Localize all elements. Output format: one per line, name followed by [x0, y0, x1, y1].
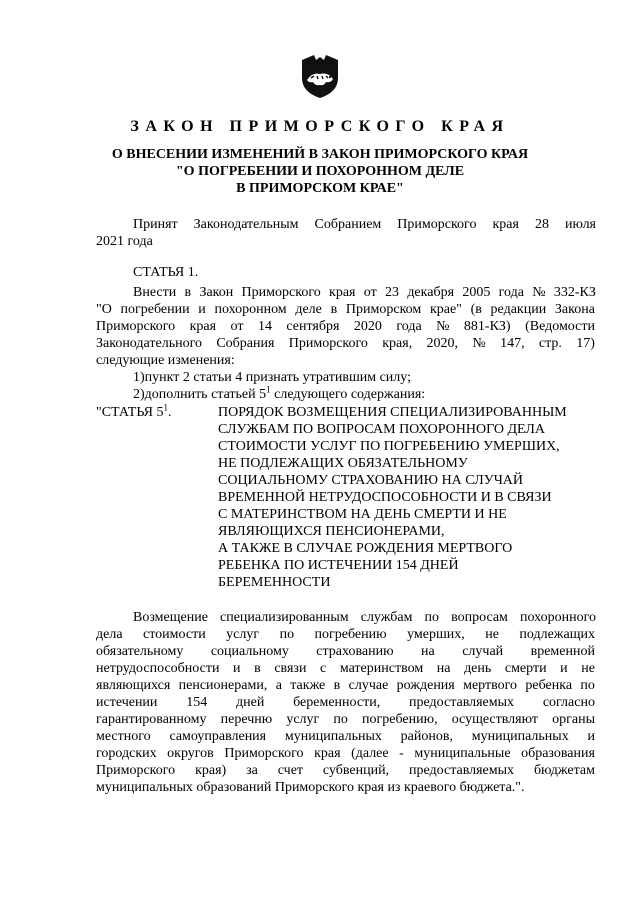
- article-body-first-line: Возмещение специализированным службам по вопросам похоронного: [133, 610, 596, 625]
- law-subtitle: [0, 146, 640, 197]
- adoption-line: Принят Законодательным Собранием Приморского края 28 июля: [133, 217, 596, 232]
- adoption-statement: [133, 216, 596, 233]
- law-title: ЗАКОН ПРИМОРСКОГО КРАЯ: [130, 118, 510, 135]
- subtitle-line: "О ПОГРЕБЕНИИ И ПОХОРОННОМ ДЕЛЕ: [175, 164, 465, 179]
- new-article-label: "СТАТЬЯ $5^1$.: [96, 402, 172, 420]
- primorsky-coat-of-arms-icon: [298, 52, 342, 100]
- article-paragraph-first-line: Внести в Закон Приморского края от 23 декабря 2005 года № 332-КЗ: [133, 285, 596, 300]
- article-body: дела стоимости услуг по погребению умерших, не подлежащих обязательному социальному страхованию на случай временной нетрудоспособности и в связи с материнством на день смерти и не являющихся пенсионерами, а также в случае рождения мертвого ребенка по истечении 154 дней беременности, предоставляемых согласно гарантированному перечню услуг по погребению, осуществляют органы местного самоуправления муниципальных районов, муниципальных и городских округов Приморского края (далее - муниципальные образования Приморского края) за счет субвенций, предоставляемых бюджетам муниципальных образований Приморского края из краевого бюджета.".: [96, 627, 595, 795]
- article-heading: СТАТЬЯ 1.: [133, 265, 199, 280]
- new-article-title: ПОРЯДОК ВОЗМЕЩЕНИЯ СПЕЦИАЛИЗИРОВАННЫМ СЛУЖБАМ ПО ВОПРОСАМ ПОХОРОННОГО ДЕЛА СТОИМОСТИ УСЛУГ ПО ПОГРЕБЕНИЮ УМЕРШИХ, НЕ ПОДЛЕЖАЩИХ ОБЯЗАТЕЛЬНОМУ СОЦИАЛЬНОМУ СТРАХОВАНИЮ НА СЛУЧАЙ ВРЕМЕННОЙ НЕТРУДОСПОСОБНОСТИ И В СВЯЗИ С МАТЕРИНСТВОМ НА ДЕНЬ СМЕРТИ И НЕ ЯВЛЯЮЩИХСЯ ПЕНСИОНЕРАМИ, А ТАКЖЕ В СЛУЧАЕ РОЖДЕНИЯ МЕРТВОГО РЕБЕНКА ПО ИСТЕЧЕНИИ 154 ДНЕЙ БЕРЕМЕННОСТИ: [218, 405, 567, 590]
- article-paragraph: "О погребении и похоронном деле в Приморском крае" (в редакции Закона Приморского края от 14 сентября 2020 года № 881-КЗ) (Ведомости Законодательного Собрания Приморского края, 2020, № 147, стр. 17) следующие изменения:: [96, 302, 595, 368]
- amendment-item-1: 1)пункт 2 статьи 4 признать утратившим силу;: [133, 370, 411, 385]
- subtitle-line: В ПРИМОРСКОМ КРАЕ": [236, 181, 404, 196]
- subtitle-line: О ВНЕСЕНИИ ИЗМЕНЕНИЙ В ЗАКОН ПРИМОРСКОГО КРАЯ: [111, 147, 529, 162]
- adoption-year: 2021 года: [96, 234, 153, 249]
- amendment-item-2: 2)дополнить статьей $5^1$ следующего содержания:: [133, 384, 426, 402]
